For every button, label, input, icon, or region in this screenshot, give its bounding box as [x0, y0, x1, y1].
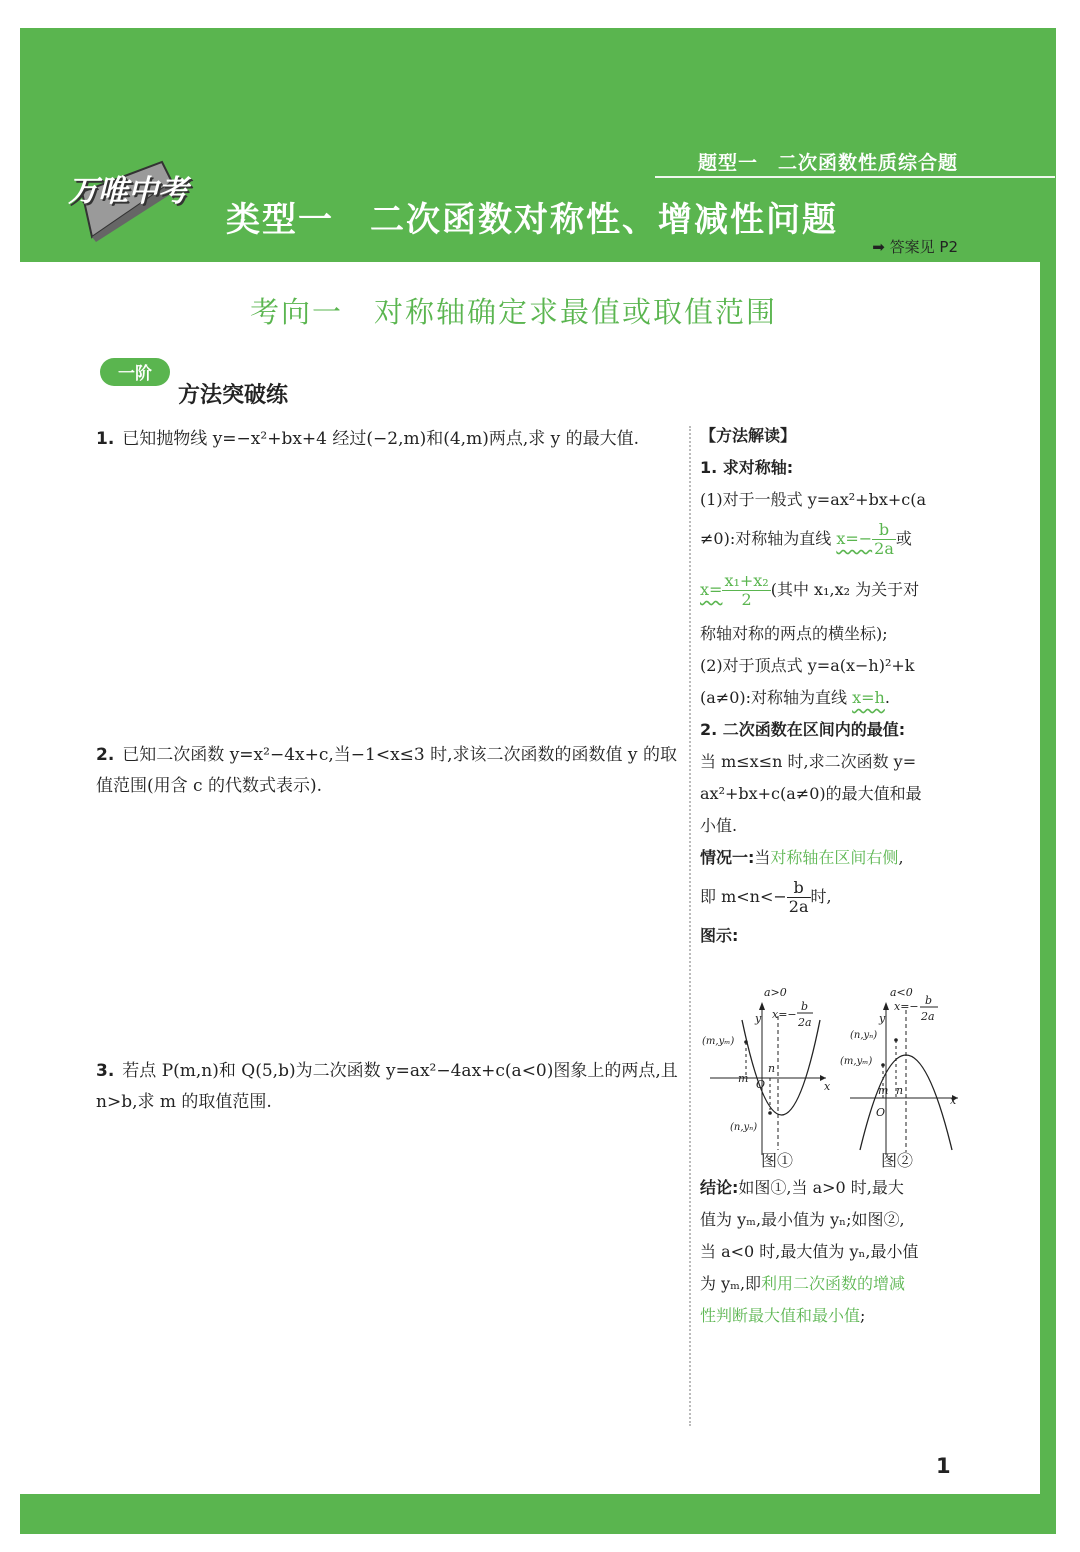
axis-frac-num: b [801, 1000, 809, 1013]
question-number: 2. [96, 745, 115, 765]
method-text-part: 为 yₘ,即 [700, 1274, 762, 1293]
level-badge [100, 356, 170, 388]
answer-reference: ➡ 答案见 P2 [872, 238, 958, 256]
point-m-label: (m,yₘ) [840, 1056, 873, 1067]
axis-equation: x=− [772, 1008, 797, 1021]
question-text: 若点 P(m,n)和 Q(5,b)为二次函数 y=ax²−4ax+c(a<0)图象上的两点,且 n>b,求 m 的取值范围. [96, 1061, 678, 1112]
method-text-part: 即 m<n<− [700, 887, 787, 906]
method-text-part: 如图①,当 a>0 时,最大 [738, 1178, 904, 1197]
y-axis-label: y [755, 1012, 762, 1025]
method-text-part: ≠0):对称轴为直线 [700, 529, 837, 548]
tick-m-label: m [738, 1072, 749, 1085]
conclusion-line [700, 1172, 962, 1204]
formula-axis-two-points [700, 571, 771, 609]
question-1 [96, 424, 678, 455]
sidebar-heading: 【方法解读】 [700, 426, 797, 445]
tick-n-label: n [768, 1062, 776, 1075]
method-text-part: , [898, 848, 904, 867]
tick-m-label: m [878, 1084, 889, 1097]
question-2 [96, 740, 678, 802]
figure-1-caption: 图① [761, 1151, 794, 1170]
conclusion-line [700, 1268, 962, 1300]
axis-equation: x=− [894, 1000, 919, 1013]
formula-part: x=− [836, 529, 873, 548]
origin-label: O [876, 1106, 886, 1119]
conclusion-line [700, 1300, 962, 1332]
x-axis-label: x [824, 1080, 831, 1093]
method-text: (2)对于顶点式 y=a(x−h)²+k [700, 656, 915, 675]
x-axis-label: x [950, 1094, 957, 1107]
question-text: 已知抛物线 y=−x²+bx+4 经过(−2,m)和(4,m)两点,求 y 的最大值. [122, 429, 640, 449]
method-text: 小值. [700, 816, 738, 835]
method-text-part: (其中 x₁,x₂ 为关于对 [770, 580, 920, 599]
case-1-line [700, 842, 962, 874]
formula-part: x= [700, 580, 723, 599]
question-text: 已知二次函数 y=x²−4x+c,当−1<x≤3 时,求该二次函数的函数值 y 的取值范围(用含 c 的代数式表示). [96, 745, 677, 796]
highlight-text: 对称轴在区间右侧 [770, 848, 899, 867]
method-text: (1)对于一般式 y=ax²+bx+c(a [700, 490, 926, 509]
section-rule [655, 176, 1055, 178]
tick-n-label: n [896, 1084, 904, 1097]
brand-logo-text: 万唯中考 [68, 174, 188, 209]
conclusion-label: 结论: [700, 1178, 739, 1197]
point-n-label: (n,yₙ) [730, 1122, 758, 1133]
page-title: 类型一 二次函数对称性、增减性问题 [226, 200, 838, 240]
method-text [700, 562, 962, 618]
method-text: 称轴对称的两点的横坐标); [700, 624, 888, 643]
section-label: 题型一 二次函数性质综合题 [697, 152, 958, 174]
method-text-part: . [884, 688, 890, 707]
y-axis-label: y [879, 1012, 886, 1025]
figure-2-downward-parabola [840, 986, 958, 1155]
fraction-denominator: 2 [741, 590, 752, 609]
axis-frac-num: b [925, 994, 933, 1007]
method-text-part: (a≠0):对称轴为直线 [700, 688, 853, 707]
level-title: 方法突破练 [178, 383, 289, 408]
method-text-part: ; [860, 1306, 866, 1325]
highlight-text: 利用二次函数的增减 [761, 1274, 906, 1293]
method-text-part: 当 [754, 848, 771, 867]
fraction-numerator: b [787, 879, 811, 898]
formula-axis-vertex: x=h [852, 688, 885, 707]
figure-2-condition: a<0 [890, 986, 913, 999]
point-m-label: (m,yₘ) [702, 1036, 735, 1047]
highlight-text: 性判断最大值和最小值 [700, 1306, 861, 1325]
conclusion-line: 值为 yₘ,最小值为 yₙ;如图②, [700, 1210, 905, 1229]
figure-label: 图示: [700, 926, 739, 945]
figure-2-caption: 图② [881, 1151, 914, 1170]
method-text: 当 m≤x≤n 时,求二次函数 y= [700, 752, 917, 771]
fraction [872, 521, 896, 558]
parabola-figures [700, 980, 962, 1170]
method-text [700, 516, 962, 562]
fraction-denominator: 2a [788, 897, 809, 916]
fraction [787, 879, 811, 916]
conclusion-block [700, 1172, 962, 1332]
question-number: 3. [96, 1061, 115, 1081]
method-text-part: 或 [895, 529, 912, 548]
figure-1-upward-parabola [702, 986, 831, 1155]
level-badge-text: 一阶 [118, 364, 152, 384]
origin-label: O [756, 1078, 766, 1091]
axis-frac-den: 2a [798, 1016, 812, 1029]
fraction-numerator: x₁+x₂ [724, 571, 769, 590]
method-item-1-title: 1. 求对称轴: [700, 458, 794, 477]
method-text-part: 时, [810, 887, 832, 906]
formula-axis-general [836, 520, 896, 558]
page-number: 1 [936, 1454, 951, 1478]
point-n-label: (n,yₙ) [850, 1030, 878, 1041]
method-text [700, 682, 962, 714]
fraction [722, 572, 770, 609]
figure-1-condition: a>0 [764, 986, 787, 999]
axis-frac-den: 2a [921, 1010, 935, 1023]
question-3 [96, 1056, 678, 1118]
method-sidebar [700, 420, 962, 952]
case-1-condition [700, 874, 962, 920]
question-number: 1. [96, 429, 115, 449]
case-label: 情况一: [700, 848, 755, 867]
fraction-numerator: b [872, 521, 896, 540]
method-item-2-title: 2. 二次函数在区间内的最值: [700, 720, 906, 739]
fraction-denominator: 2a [874, 539, 894, 558]
method-text: ax²+bx+c(a≠0)的最大值和最 [700, 784, 922, 803]
column-divider [689, 426, 691, 1426]
subsection-title: 考向一 对称轴确定求最值或取值范围 [250, 295, 778, 329]
conclusion-line: 当 a<0 时,最大值为 yₙ,最小值 [700, 1242, 919, 1261]
